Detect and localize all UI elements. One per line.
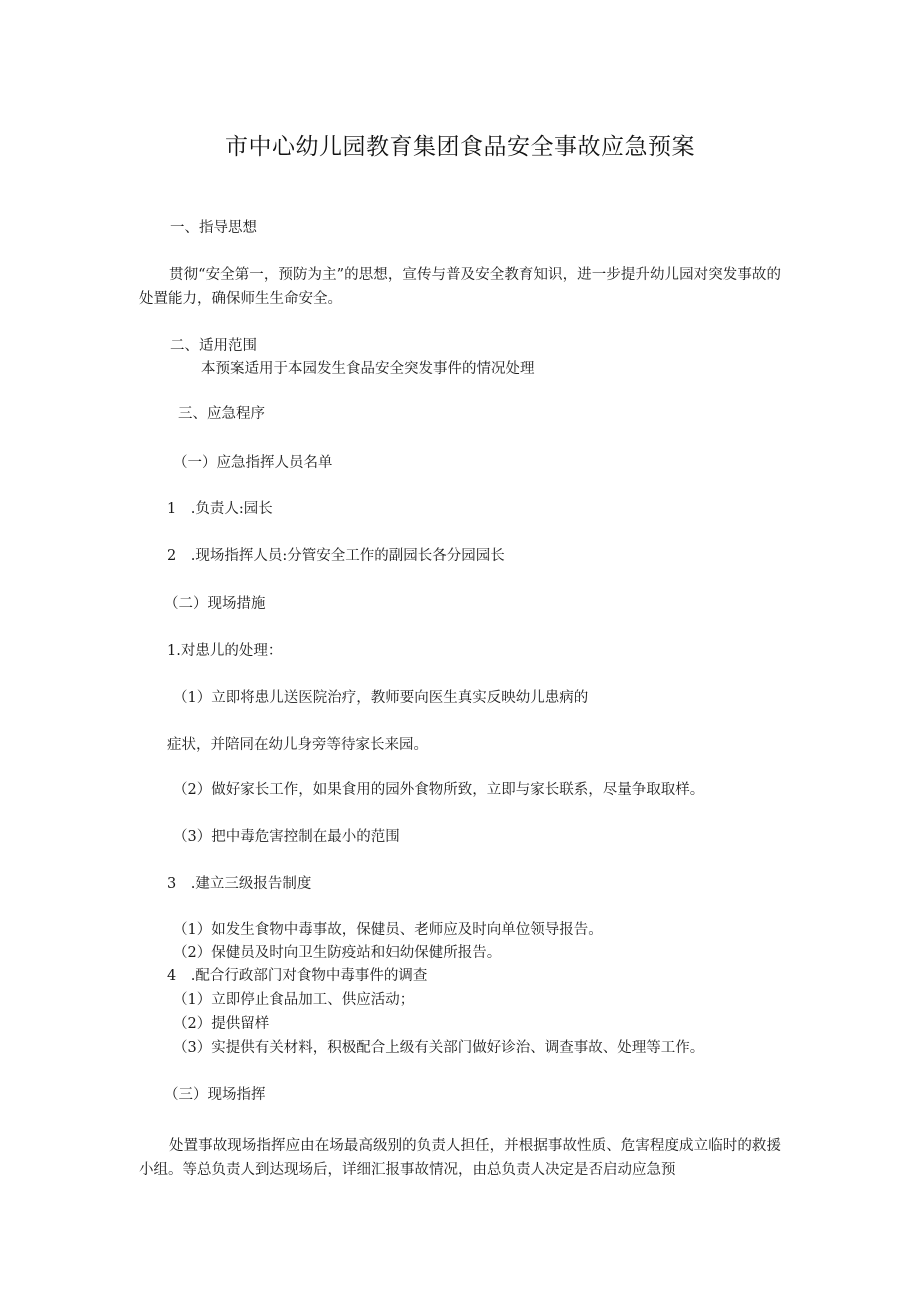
- subsection-3-heading: （三）现场指挥: [164, 1087, 266, 1103]
- section-2-heading: 二、适用范围: [170, 338, 257, 354]
- subsection-2-item-4b: （2）提供留样: [173, 1016, 270, 1032]
- subsection-2-item-1c: （3）把中毒危害控制在最小的范围: [173, 829, 400, 845]
- subsection-2-item-1a-cont: 症状，并陪同在幼儿身旁等待家长来园。: [167, 737, 428, 753]
- subsection-1-item-1: 1 .负责人:园长: [167, 501, 273, 517]
- subsection-1-item-2: 2 .现场指挥人员:分管安全工作的副园长各分园园长: [167, 548, 505, 564]
- section-1-heading: 一、指导思想: [170, 220, 257, 236]
- subsection-2-item-4: 4 .配合行政部门对食物中毒事件的调查: [167, 968, 428, 984]
- subsection-2-item-3b: （2）保健员及时向卫生防疫站和妇幼保健所报告。: [173, 945, 502, 961]
- subsection-2-heading: （二）现场措施: [164, 596, 266, 612]
- subsection-2-item-3: 3 .建立三级报告制度: [167, 876, 312, 892]
- subsection-2-item-3a: （1）如发生食物中毒事故，保健员、老师应及时向单位领导报告。: [173, 922, 603, 938]
- subsection-2-item-1a: （1）立即将患儿送医院治疗，教师要向医生真实反映幼儿患病的: [173, 690, 589, 706]
- section-1-body: 贯彻“安全第一，预防为主”的思想，宣传与普及安全教育知识，进一步提升幼儿园对突发事故的处置能力，确保师生生命安全。: [139, 267, 781, 307]
- section-2-body: 本预案适用于本园发生食品安全突发事件的情况处理: [201, 361, 535, 377]
- subsection-2-item-1b: （2）做好家长工作，如果食用的园外食物所致，立即与家长联系，尽量争取取样。: [173, 782, 705, 798]
- subsection-2-item-1: 1.对患儿的处理：: [167, 643, 283, 659]
- subsection-3-body: 处置事故现场指挥应由在场最高级别的负责人担任，并根据事故性质、危害程度成立临时的救援小组。等总负责人到达现场后，详细汇报事故情况，由总负责人决定是否启动应急预: [139, 1138, 781, 1178]
- subsection-1-heading: （一）应急指挥人员名单: [173, 455, 333, 471]
- subsection-2-item-4a: （1）立即停止食品加工、供应活动；: [173, 992, 415, 1008]
- subsection-2-item-4c: （3）实提供有关材料，积极配合上级有关部门做好诊治、调查事故、处理等工作。: [173, 1040, 705, 1056]
- section-3-heading: 三、应急程序: [178, 406, 265, 422]
- document-title: 市中心幼儿园教育集团食品安全事故应急预案: [225, 134, 695, 160]
